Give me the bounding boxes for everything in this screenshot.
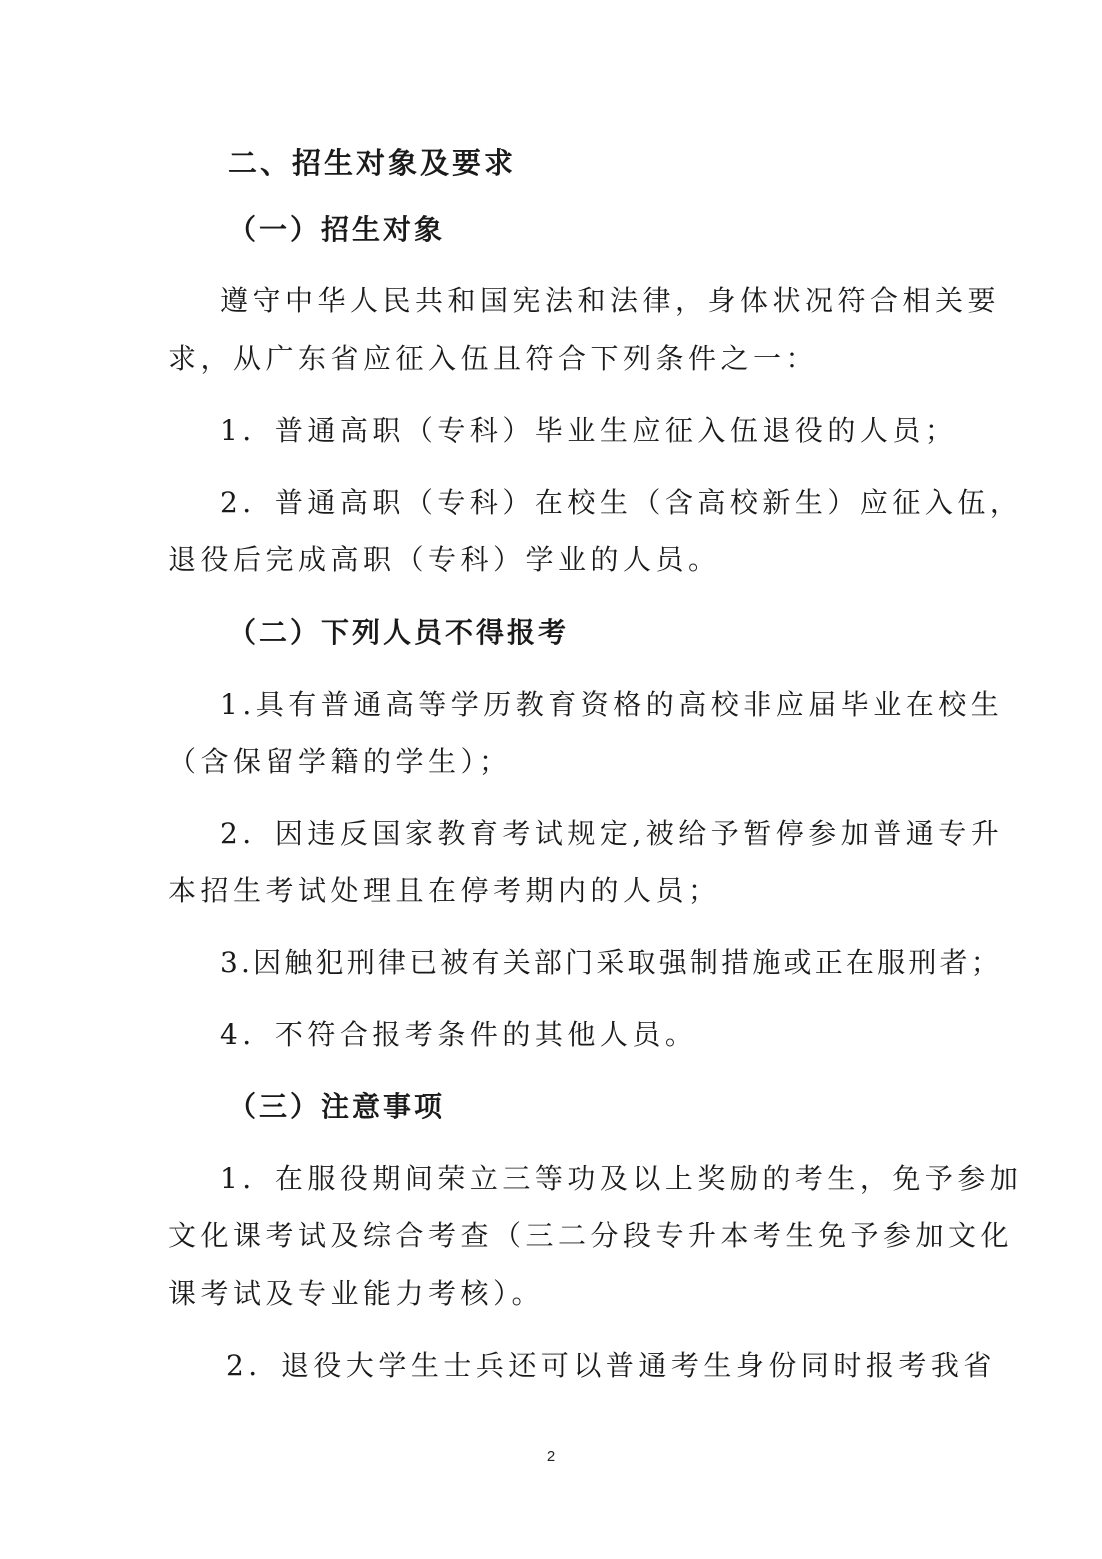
list-item: 4．不符合报考条件的其他人员。 (220, 1018, 698, 1051)
list-item: 1．在服役期间荣立三等功及以上奖励的考生，免予参加 (220, 1162, 1023, 1195)
list-item: 2．退役大学生士兵还可以普通考生身份同时报考我省 (226, 1349, 996, 1382)
list-item-continuation: （含保留学籍的学生）； (168, 745, 512, 778)
subsection-title-notes: （三）注意事项 (228, 1090, 446, 1123)
list-item: 2．普通高职（专科）在校生（含高校新生）应征入伍， (220, 486, 1023, 519)
section-heading: 二、招生对象及要求 (228, 146, 517, 180)
paragraph-line: 求，从广东省应征入伍且符合下列条件之一： (168, 342, 819, 375)
list-item-continuation: 文化课考试及综合考查（三二分段专升本考生免予参加文化 (168, 1219, 1014, 1252)
list-item: 1.具有普通高等学历教育资格的高校非应届毕业在校生 (220, 688, 1004, 721)
list-item-continuation: 退役后完成高职（专科）学业的人员。 (168, 543, 721, 576)
paragraph-line: 遵守中华人民共和国宪法和法律，身体状况符合相关要 (220, 284, 1001, 317)
list-item: 3.因触犯刑律已被有关部门采取强制措施或正在服刑者； (220, 946, 1002, 979)
subsection-title-enrollment-target: （一）招生对象 (228, 213, 446, 246)
page-number: 2 (546, 1448, 556, 1465)
list-item-continuation: 本招生考试处理且在停考期内的人员； (168, 874, 721, 907)
list-item: 1．普通高职（专科）毕业生应征入伍退役的人员； (220, 414, 958, 447)
subsection-title-ineligible: （二）下列人员不得报考 (228, 616, 570, 649)
list-item-continuation: 课考试及专业能力考核）。 (168, 1277, 545, 1310)
list-item: 2．因违反国家教育考试规定,被给予暂停参加普通专升 (220, 817, 1004, 850)
